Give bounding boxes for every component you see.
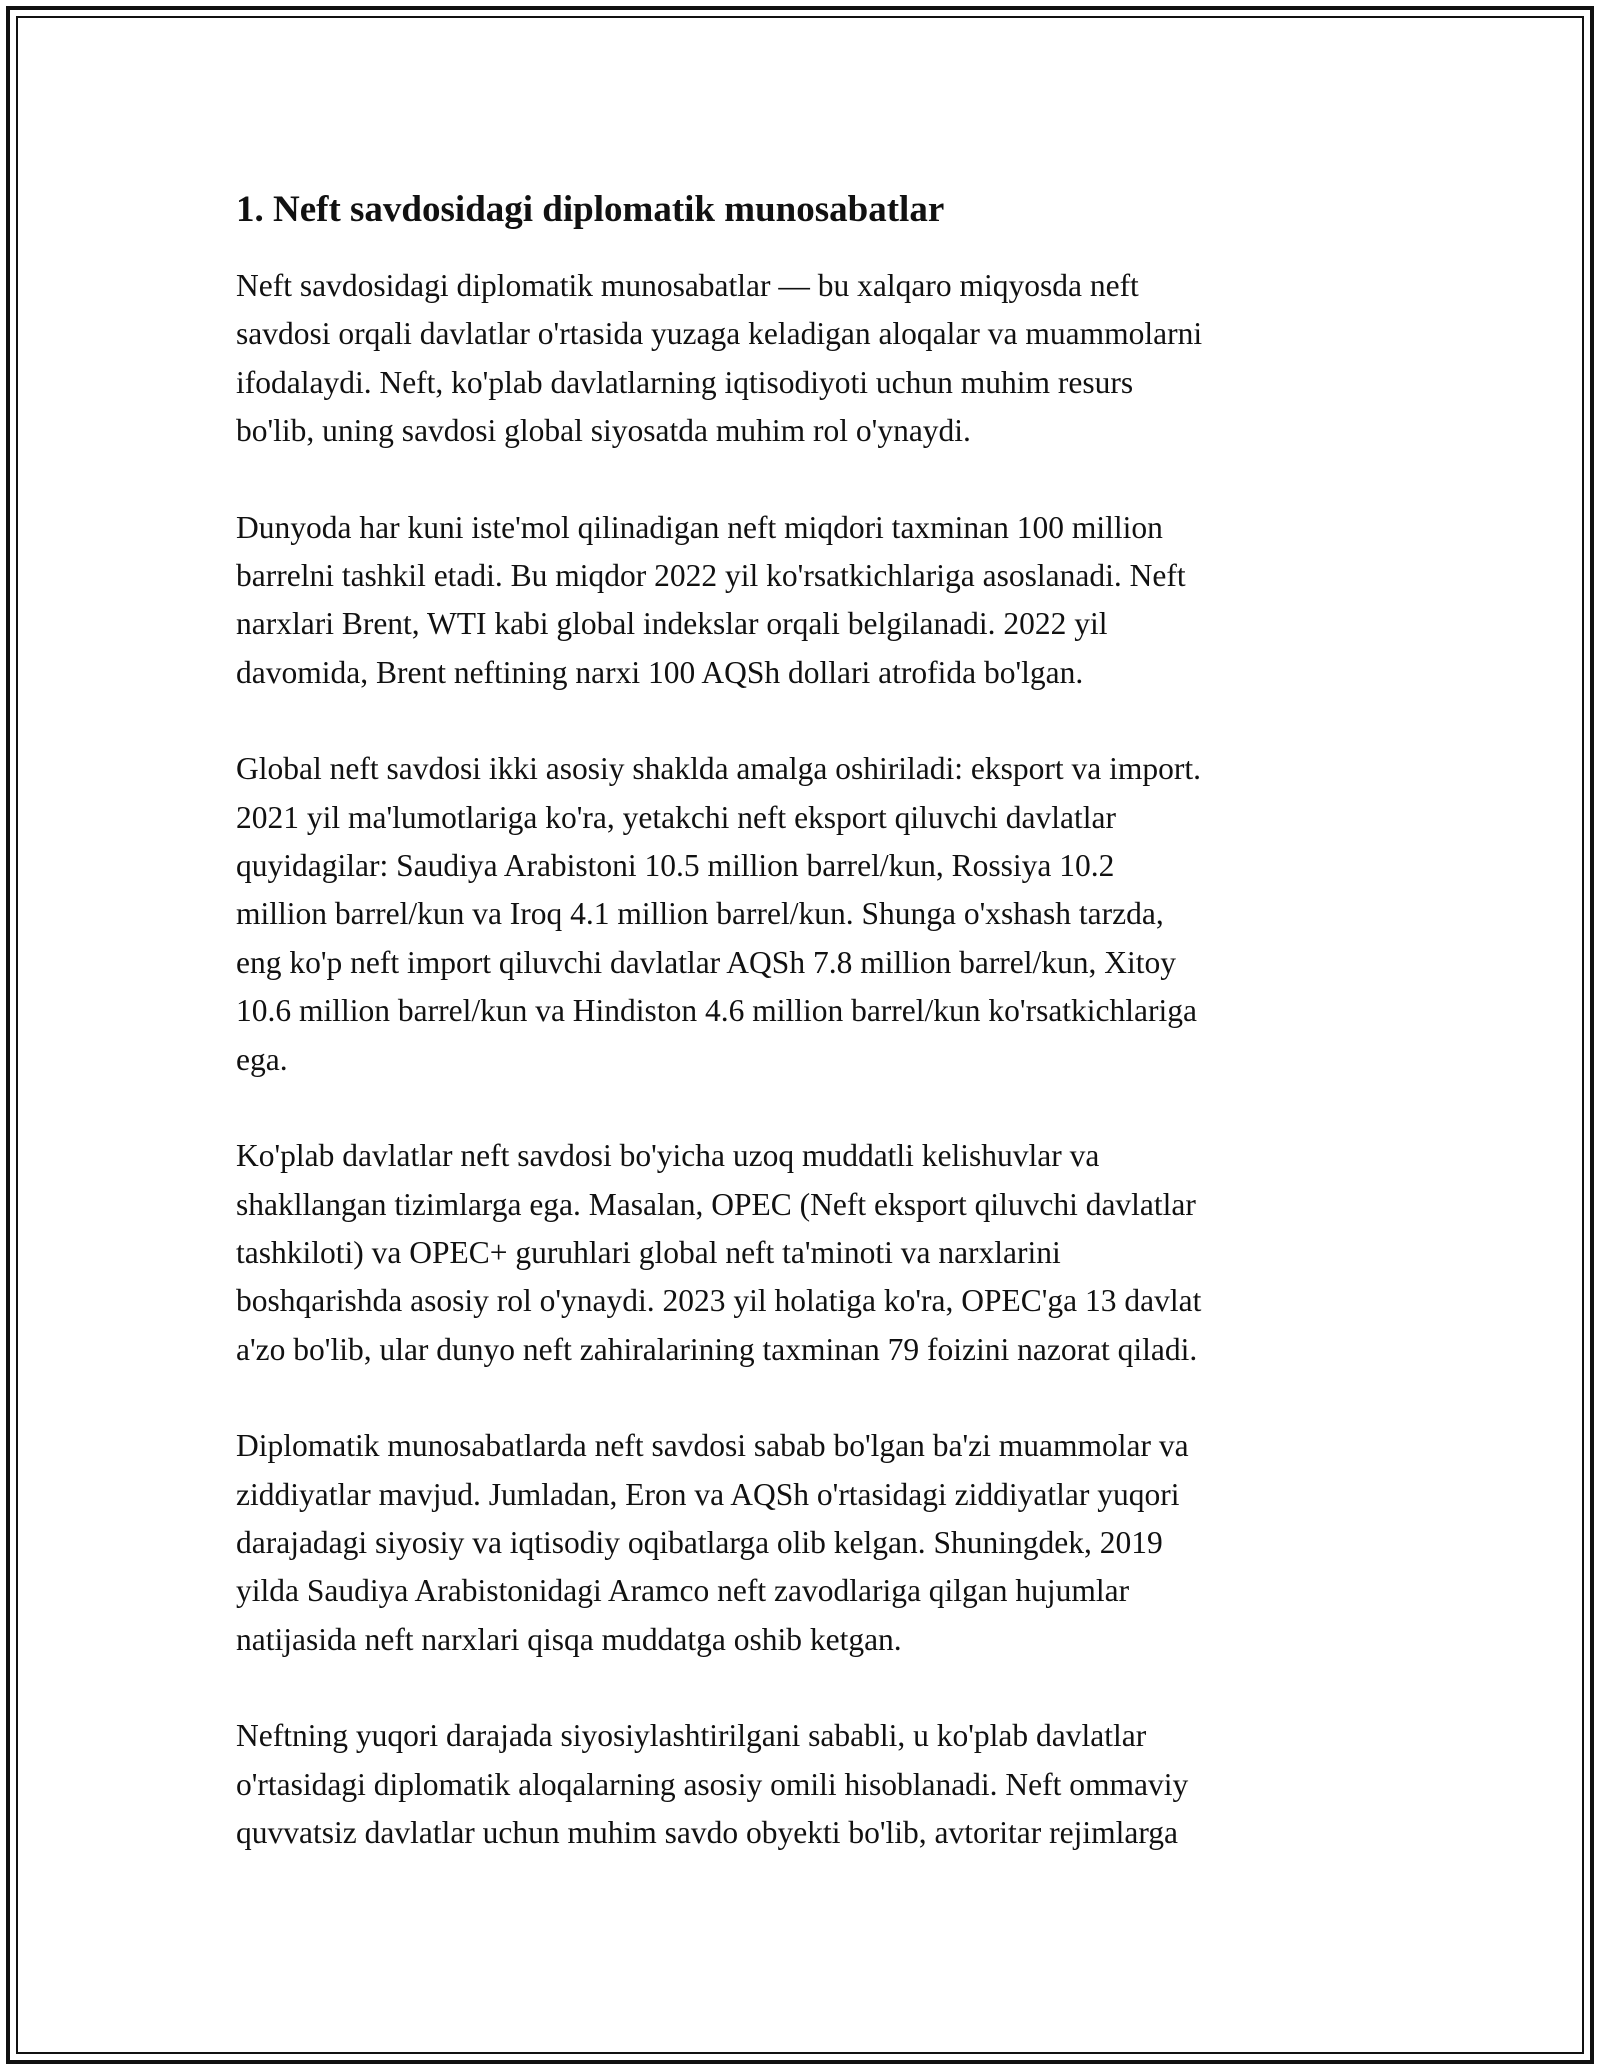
section-title: 1. Neft savdosidagi diplomatik munosabatlar	[236, 189, 945, 230]
paragraph-consumption: Dunyoda har kuni iste'mol qilinadigan neft miqdori taxminan 100 million barrelni tashkil etadi. Bu miqdor 2022 yil ko'rsatkichlariga asoslanadi. Neft narxlari Brent, WTI kabi global indekslar orqali belgilanadi. 2022 yil davomida, Brent neftining narxi 100 AQSh dollari atrofida bo'lgan.	[236, 509, 1186, 690]
paragraph-export-import: Global neft savdosi ikki asosiy shaklda amalga oshiriladi: eksport va import. 2021 yil ma'lumotlariga ko'ra, yetakchi neft eksport qiluvchi davlatlar quyidagilar: Saudiya Arabistoni 10.5 million barrel/kun, Rossiya 10.2 million barrel/kun va Iroq 4.1 million barrel/kun. Shunga o'xshash tarzda, eng ko'p neft import qiluvchi davlatlar AQSh 7.8 million barrel/kun, Xitoy 10.6 million barrel/kun va Hindiston 4.6 million barrel/kun ko'rsatkichlariga ega.	[236, 751, 1201, 1077]
paragraph-conflicts: Diplomatik munosabatlarda neft savdosi sabab bo'lgan ba'zi muammolar va ziddiyatlar mavjud. Jumladan, Eron va AQSh o'rtasidagi ziddiyatlar yuqori darajadagi siyosiy va iqtisodiy oqibatlarga olib kelgan. Shuningdek, 2019 yilda Saudiya Arabistonidagi Aramco neft zavodlariga qilgan hujumlar natijasida neft narxlari qisqa muddatga oshib ketgan.	[236, 1428, 1189, 1657]
paragraph-opec: Ko'plab davlatlar neft savdosi bo'yicha uzoq muddatli kelishuvlar va shakllangan tizimlarga ega. Masalan, OPEC (Neft eksport qiluvchi davlatlar tashkiloti) va OPEC+ guruhlari global neft ta'minoti va narxlarini boshqarishda asosiy rol o'ynaydi. 2023 yil holatiga ko'ra, OPEC'ga 13 davlat a'zo bo'lib, ular dunyo neft zahiralarining taxminan 79 foizini nazorat qiladi.	[236, 1138, 1202, 1367]
document-body	[236, 186, 1366, 1905]
paragraph-politicization: Neftning yuqori darajada siyosiylashtirilgani sababli, u ko'plab davlatlar o'rtasidagi diplomatik aloqalarning asosiy omili hisoblanadi. Neft ommaviy quvvatsiz davlatlar uchun muhim savdo obyekti bo'lib, avtoritar rejimlarga	[236, 1718, 1189, 1850]
paragraph-intro: Neft savdosidagi diplomatik munosabatlar — bu xalqaro miqyosda neft savdosi orqali davlatlar o'rtasida yuzaga keladigan aloqalar va muammolarni ifodalaydi. Neft, ko'plab davlatlarning iqtisodiyoti uchun muhim resurs bo'lib, uning savdosi global siyosatda muhim rol o'ynaydi.	[236, 268, 1203, 449]
